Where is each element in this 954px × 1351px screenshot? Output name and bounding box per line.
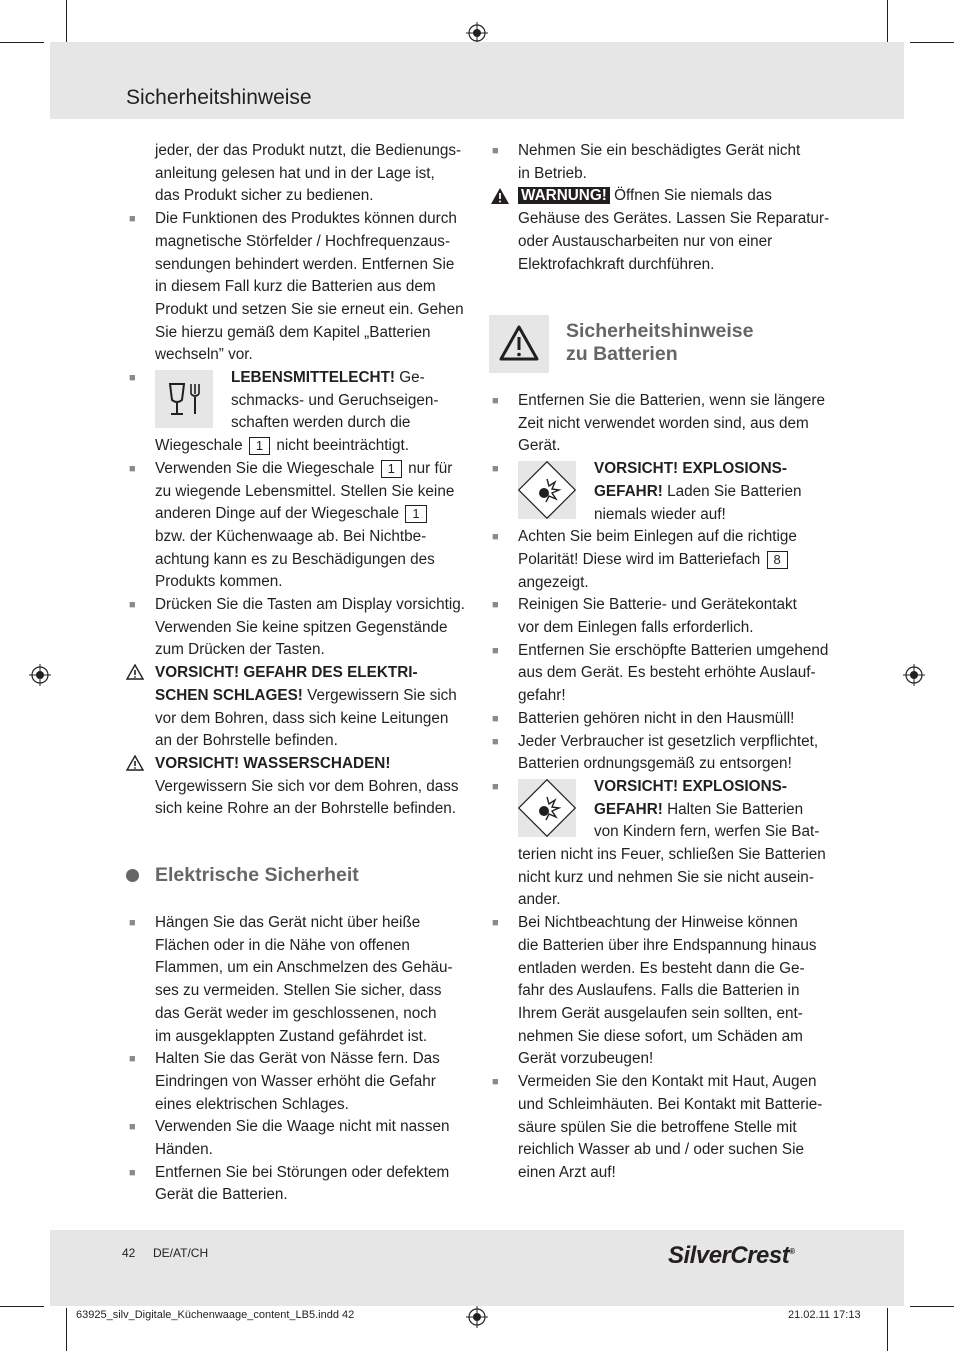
- text-line: jeder, der das Produkt nutzt, die Bedienungs-: [155, 142, 462, 159]
- text-line: Drücken Sie die Tasten am Display vorsichtig.: [155, 596, 466, 614]
- text-line: Halten Sie das Gerät von Nässe fern. Das: [155, 1050, 440, 1068]
- text-line: zu wiegende Lebensmittel. Stellen Sie keine: [155, 482, 455, 500]
- text-line: Eindringen von Wasser erhöht die Gefahr: [155, 1072, 436, 1090]
- text-span: Vergewissern Sie sich: [307, 686, 457, 704]
- list-item: [129, 594, 474, 662]
- text-line: Jeder Verbraucher ist gesetzlich verpflichtet,: [518, 732, 819, 750]
- registration-mark-icon: [466, 1306, 488, 1328]
- text-line: achtung kann es zu Beschädigungen des: [155, 550, 435, 568]
- text-line: Elektrofachkraft durchführen.: [518, 255, 715, 273]
- text-line: Verwenden Sie keine spitzen Gegenstände: [155, 618, 448, 636]
- text-line: im ausgeklappten Zustand gefährdet ist.: [155, 1027, 428, 1045]
- text-line: Entfernen Sie bei Störungen oder defektem: [155, 1163, 450, 1181]
- bullet-icon: ■: [129, 599, 136, 612]
- bullet-icon: ■: [492, 145, 499, 157]
- warning-water: [129, 753, 474, 821]
- text-line: Hängen Sie das Gerät nicht über heiße: [155, 914, 421, 931]
- section-title-line: Sicherheitshinweise: [566, 320, 754, 342]
- text-line: sich keine Rohre an der Bohrstelle befinden.: [155, 800, 457, 818]
- list-item: [492, 708, 837, 731]
- text-line: Reinigen Sie Batterie- und Gerätekontakt: [518, 596, 797, 614]
- text-line: Gehäuse des Gerätes. Lassen Sie Reparatur-: [518, 210, 830, 228]
- text-line: ander.: [518, 891, 561, 909]
- text-line: Gerät die Batterien.: [155, 1186, 288, 1204]
- text-line: reichlich Wasser ab und / oder suchen Sie: [518, 1141, 804, 1159]
- text-line: in Betrieb.: [518, 164, 587, 182]
- section-title-batteries: [566, 320, 754, 366]
- text-line: ses zu vermeiden. Stellen Sie sicher, dass: [155, 982, 442, 1000]
- text-line: nehmen Sie diese sofort, um Schäden am: [518, 1027, 803, 1045]
- bullet-icon: ■: [129, 213, 136, 226]
- text-line: magnetische Störfelder / Hochfrequenzaus-: [155, 232, 451, 250]
- bullet-icon: ■: [492, 917, 499, 930]
- explosion-icon: [518, 779, 576, 837]
- warning-triangle-icon: [126, 664, 144, 680]
- list-item-food-safe: [129, 367, 474, 458]
- battery-list: [492, 390, 837, 1185]
- warning-heading: GEFAHR!: [594, 800, 663, 818]
- text-line: sendungen behindert werden. Entfernen Sie: [155, 255, 455, 273]
- text-line: Verwenden Sie die Waage nicht mit nassen: [155, 1118, 450, 1136]
- brand-name: SilverCrest: [668, 1242, 790, 1269]
- text-line: Zeit nicht verwendet worden sind, aus dem: [518, 414, 809, 432]
- text-line: gefahr!: [518, 687, 566, 705]
- text-line: anleitung gelesen hat und in der Lage ist,: [155, 164, 435, 182]
- text-line: niemals wieder auf!: [594, 505, 726, 523]
- text-line: schmacks- und Geruchseigen-: [231, 391, 439, 409]
- bullet-icon: ■: [129, 372, 136, 385]
- text-line: von Kindern fern, werfen Sie Bat-: [594, 823, 820, 841]
- crop-mark: [0, 1306, 44, 1307]
- list-item: [492, 731, 837, 776]
- part-number-badge: 8: [767, 551, 788, 569]
- registration-mark-icon: [29, 664, 51, 686]
- text-line: nicht kurz und nehmen Sie sie nicht ausein-: [518, 868, 814, 886]
- text-line: Vermeiden Sie den Kontakt mit Haut, Augen: [518, 1073, 817, 1091]
- part-number-badge: 1: [405, 505, 426, 523]
- text-line: Ihrem Gerät ausgelaufen sein sollten, ent-: [518, 1004, 803, 1022]
- text-line: das Produkt sicher zu bedienen.: [155, 187, 374, 205]
- text-line: schaften werden durch die: [231, 414, 411, 432]
- bullet-icon: ■: [129, 1121, 136, 1134]
- text-line: Produkt und setzen Sie sie erneut ein. Gehen: [155, 300, 464, 318]
- list-item: [129, 458, 474, 594]
- warning-electric: [129, 662, 474, 753]
- crop-mark: [887, 0, 888, 44]
- warning-triangle-icon: [489, 315, 549, 373]
- text-line: Flächen oder in die Nähe von offenen: [155, 936, 410, 954]
- text-line: vor dem Einlegen falls erforderlich.: [518, 619, 754, 637]
- crop-mark: [910, 42, 954, 43]
- text-line: angezeigt.: [518, 573, 589, 591]
- text-line: Batterien ordnungsgemäß zu entsorgen!: [518, 755, 792, 773]
- text-line: Gerät vorzubeugen!: [518, 1050, 654, 1068]
- explosion-hazard-icon: [518, 779, 576, 837]
- text-span: Polarität! Diese wird im Batteriefach: [518, 550, 761, 568]
- right-column-top: [492, 140, 837, 276]
- text-line: Vergewissern Sie sich vor dem Bohren, dass: [155, 777, 459, 795]
- warning-general: [492, 185, 837, 276]
- text-line: terien nicht ins Feuer, schließen Sie Batterien: [518, 846, 826, 864]
- text-line: vor dem Bohren, dass sich keine Leitungen: [155, 709, 449, 727]
- bullet-icon: ■: [492, 780, 499, 793]
- warning-heading: GEFAHR!: [594, 482, 663, 500]
- text-line: eines elektrischen Schlages.: [155, 1095, 349, 1113]
- bullet-icon: ■: [129, 917, 136, 929]
- text-line: Achten Sie beim Einlegen auf die richtige: [518, 528, 797, 546]
- text-line: zum Drücken der Tasten.: [155, 641, 325, 659]
- bullet-icon: ■: [492, 531, 499, 544]
- crop-mark: [887, 1308, 888, 1351]
- food-safe-label: LEBENSMITTELECHT!: [231, 369, 396, 387]
- list-item: [129, 1162, 474, 1207]
- locale-label: DE/AT/CH: [153, 1246, 209, 1260]
- crop-mark: [0, 42, 44, 43]
- registration-mark-icon: [466, 22, 488, 44]
- text-line: die Batterien über ihre Endspannung hinaus: [518, 936, 817, 954]
- text-line: Flammen, um ein Anschmelzen des Gehäu-: [155, 959, 453, 977]
- bullet-icon: ■: [492, 463, 499, 476]
- crop-mark: [66, 0, 67, 44]
- text-span: Ge-: [399, 369, 425, 387]
- text-line: aus dem Gerät. Es besteht erhöhte Auslauf-: [518, 664, 816, 682]
- registered-mark: ®: [789, 1247, 795, 1256]
- text-span: Verwenden Sie die Wiegeschale: [155, 459, 375, 477]
- bullet-icon: ■: [492, 644, 499, 657]
- warning-heading: VORSICHT! EXPLOSIONS-: [594, 777, 787, 795]
- glass-fork-icon: [155, 370, 213, 428]
- text-line: Gerät.: [518, 437, 561, 455]
- warning-heading: VORSICHT! EXPLOSIONS-: [594, 460, 787, 478]
- warning-heading: VORSICHT! WASSERSCHADEN!: [155, 754, 391, 772]
- bullet-icon: ■: [492, 1076, 499, 1089]
- warning-triangle-filled-icon: [490, 187, 510, 205]
- text-span: Halten Sie Batterien: [667, 800, 804, 818]
- text-span: nicht beeinträchtigt.: [276, 437, 409, 455]
- warning-heading: SCHEN SCHLAGES!: [155, 686, 303, 704]
- list-item: [492, 912, 837, 1071]
- section-bullet-icon: [126, 869, 139, 882]
- registration-mark-icon: [903, 664, 925, 686]
- warning-heading: VORSICHT! GEFAHR DES ELEKTRI-: [155, 664, 418, 682]
- bullet-icon: ■: [492, 395, 499, 407]
- text-line: fahr des Auslaufens. Falls die Batterien in: [518, 982, 800, 1000]
- explosion-hazard-icon: [518, 461, 576, 519]
- text-line: einen Arzt auf!: [518, 1163, 616, 1181]
- list-item-explosion: [492, 458, 837, 526]
- text-line: oder Austauscharbeiten nur von einer: [518, 232, 773, 250]
- section-title-line: zu Batterien: [566, 343, 678, 365]
- list-item: [492, 594, 837, 639]
- text-line: säure spülen Sie die betroffene Stelle mit: [518, 1118, 797, 1136]
- list-item: [492, 640, 837, 708]
- bullet-icon: ■: [129, 1166, 136, 1179]
- part-number-badge: 1: [381, 460, 402, 478]
- section-title-electrical: Elektrische Sicherheit: [155, 864, 359, 886]
- text-line: an der Bohrstelle befinden.: [155, 732, 338, 750]
- text-line: Die Funktionen des Produktes können durch: [155, 210, 457, 228]
- list-item: [492, 390, 837, 458]
- page-number: 42: [122, 1246, 136, 1260]
- list-item-explosion: [492, 776, 837, 912]
- bullet-icon: ■: [492, 735, 499, 748]
- text-line: wechseln” vor.: [155, 346, 253, 364]
- text-span: nur für: [408, 459, 453, 477]
- list-item: [129, 912, 474, 1048]
- text-span: Öffnen Sie niemals das: [614, 187, 772, 205]
- list-item: [492, 1071, 837, 1185]
- text-line: und Schleimhäuten. Bei Kontakt mit Batterie-: [518, 1095, 823, 1113]
- left-column: [129, 140, 474, 821]
- warning-icon-box: [489, 315, 549, 373]
- food-safe-icon: [155, 370, 213, 428]
- list-item: [492, 526, 837, 594]
- text-line: Bei Nichtbeachtung der Hinweise können: [518, 914, 798, 932]
- list-item: [492, 140, 837, 185]
- print-slug-date: 21.02.11 17:13: [788, 1309, 861, 1321]
- text-span: Wiegeschale: [155, 437, 243, 455]
- page-title: Sicherheitshinweise: [126, 86, 312, 109]
- text-line: entladen werden. Es besteht dann die Ge-: [518, 959, 805, 977]
- text-line: bzw. der Küchenwaage ab. Bei Nichtbe-: [155, 527, 427, 545]
- text-line: in diesem Fall kurz die Batterien aus dem: [155, 278, 436, 296]
- explosion-icon: [518, 461, 576, 519]
- list-item: [129, 1116, 474, 1161]
- bullet-icon: ■: [129, 1053, 136, 1066]
- text-span: Laden Sie Batterien: [667, 482, 802, 500]
- warning-triangle-icon: [126, 755, 144, 771]
- text-line: Entfernen Sie die Batterien, wenn sie längere: [518, 392, 825, 409]
- text-line: Sie hierzu gemäß dem Kapitel „Batterien: [155, 323, 431, 341]
- crop-mark: [66, 1308, 67, 1351]
- print-slug-file: 63925_silv_Digitale_Küchenwaage_content_LB5.indd 42: [76, 1309, 355, 1321]
- text-line: das Gerät weder im geschlossenen, noch: [155, 1004, 437, 1022]
- part-number-badge: 1: [249, 437, 270, 455]
- text-line: Nehmen Sie ein beschädigtes Gerät nicht: [518, 142, 801, 159]
- bullet-icon: ■: [492, 599, 499, 612]
- text-line: Produkts kommen.: [155, 573, 283, 591]
- brand-logo: [668, 1242, 795, 1270]
- text-span: anderen Dinge auf der Wiegeschale: [155, 505, 400, 523]
- bullet-icon: ■: [492, 712, 499, 725]
- text-line: Entfernen Sie erschöpfte Batterien umgehend: [518, 641, 829, 659]
- crop-mark: [910, 1306, 954, 1307]
- electrical-list: [129, 912, 474, 1207]
- list-item: [129, 1048, 474, 1116]
- text-line: Händen.: [155, 1141, 213, 1159]
- list-item: [129, 208, 474, 367]
- text-line: Batterien gehören nicht in den Hausmüll!: [518, 709, 795, 727]
- warning-badge: WARNUNG!: [518, 187, 610, 204]
- bullet-icon: ■: [129, 462, 136, 475]
